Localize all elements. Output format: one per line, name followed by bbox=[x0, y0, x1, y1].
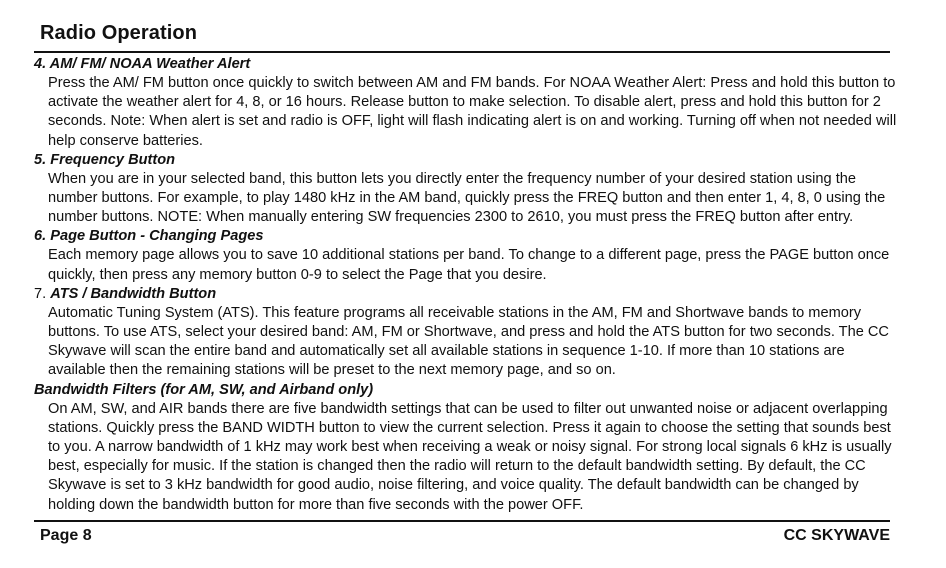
brand-name: CC SKYWAVE bbox=[783, 527, 890, 544]
section-body: When you are in your selected band, this button lets you directly enter the frequency number of your desired station using the number buttons. For example, to play 1480 kHz in the AM band, quickly press the FREQ button and then enter 1, 4, 8, 0 using the number buttons. NOTE: When manually entering SW frequencies 2300 to 2610, you must press the FREQ button after entry. bbox=[48, 170, 886, 226]
section-body: Each memory page allows you to save 10 additional stations per band. To change to a different page, press the PAGE button once quickly, then press any memory button 0-9 to select the Page that you desire. bbox=[48, 247, 890, 283]
page-number: Page 8 bbox=[40, 527, 92, 544]
header-rule bbox=[34, 51, 890, 53]
section-frequency-button bbox=[34, 151, 902, 228]
section-number: 7. bbox=[34, 285, 51, 302]
section-body: Press the AM/ FM button once quickly to switch between AM and FM bands. For NOAA Weather Alert: Press and hold this button to activate the weather alert for 4, 8, or 16 hours. Release button to make selection. To disable alert, press and hold this button for 2 seconds. Note: When alert is set and radio is OFF, light will flash indicating alert is on and working. Turning off when not needed will help conserve batteries. bbox=[48, 75, 897, 149]
manual-content bbox=[34, 55, 902, 515]
section-ats-bandwidth bbox=[34, 285, 902, 381]
section-heading-text: ATS / Bandwidth Button bbox=[50, 285, 217, 302]
section-page-button bbox=[34, 227, 902, 284]
page-title: Radio Operation bbox=[40, 22, 198, 44]
section-heading bbox=[34, 285, 902, 304]
section-bandwidth-filters bbox=[34, 381, 902, 515]
section-body: On AM, SW, and AIR bands there are five bandwidth settings that can be used to filter out unwanted noise or adjacent overlapping stations. Quickly press the BAND WIDTH button to view the current selection. Press it again to choose the setting that sounds best to you. A narrow bandwidth of 1 kHz may work best when receiving a weak or noisy signal. For strong local signals 6 kHz is usually best, especially for music. If the station is changed then the radio will return to the default bandwidth setting. By default, the CC Skywave is set to 3 kHz bandwidth for good audio, noise filtering, and voice quality. The default bandwidth can be changed by holding down the bandwidth button for more than five seconds with the power OFF. bbox=[48, 400, 892, 513]
section-am-fm-noaa bbox=[34, 55, 902, 151]
section-body: Automatic Tuning System (ATS). This feature programs all receivable stations in the AM, FM and Shortwave bands to memory buttons. To use ATS, select your desired band: AM, FM or Shortwave, and press and hold the ATS button for two seconds. The CC Skywave will scan the entire band and automatically set all available stations in sequence 1-10. If more than 10 stations are available then the remaining stations will be preset to the next memory page, and so on. bbox=[48, 304, 889, 379]
section-heading: 4. AM/ FM/ NOAA Weather Alert bbox=[34, 56, 251, 72]
section-heading: 6. Page Button - Changing Pages bbox=[34, 228, 264, 245]
footer-rule bbox=[34, 520, 890, 522]
section-heading: 5. Frequency Button bbox=[34, 151, 176, 168]
section-heading: Bandwidth Filters (for AM, SW, and Airband only) bbox=[34, 381, 374, 398]
